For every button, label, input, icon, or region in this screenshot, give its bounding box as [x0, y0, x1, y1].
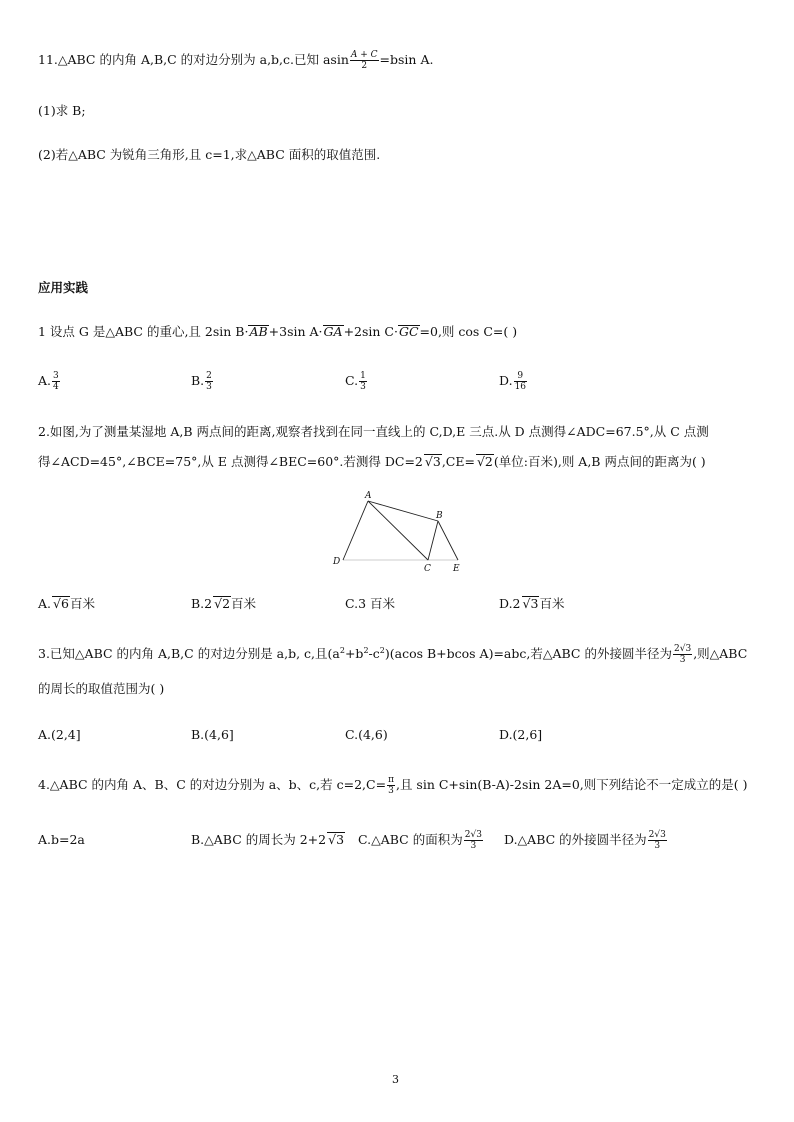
q4-option-b-text: B.△ABC 的周长为 2+2 [191, 832, 327, 847]
q4-fraction [387, 775, 395, 796]
q2-option-c: C.3 百米 [345, 596, 396, 611]
q2-sqrt3-val: 3 [432, 454, 441, 469]
q4-option-d-text: D.△ABC 的外接圆半径为 [504, 832, 647, 847]
q3-sup-a: 2 [339, 646, 345, 655]
q1-option-c-num: 1 [360, 371, 366, 381]
q1-option-d [499, 371, 528, 392]
figure-line-bc [428, 521, 438, 560]
q2-sqrt3: √3 [424, 454, 441, 469]
q4-option-c-text: C.△ABC 的面积为 [358, 832, 463, 847]
q4-option-d [504, 830, 668, 851]
q2-line1: 2.如图,为了测量某湿地 A,B 两点间的距离,观察者找到在同一直线上的 C,D,E 三点.从 D 点测得∠ADC=67.5°,从 C 点测 [38, 424, 709, 439]
q4-option-d-den: 3 [654, 841, 661, 851]
q2-sqrt2-val: 2 [484, 454, 493, 469]
q2-option-b-sqrt: √2 [214, 596, 231, 611]
q11-fraction [350, 50, 379, 71]
q1-option-a-num: 3 [53, 371, 59, 381]
q4-option-b-sqrt: √3 [328, 832, 345, 847]
q3-sup-c: 2 [379, 646, 385, 655]
q2-option-a-sqrt: √6 [53, 596, 69, 611]
q3-line1-c: -c [368, 646, 380, 661]
q2-option-d-sqrt: √3 [522, 596, 539, 611]
q1-option-a-frac [52, 371, 60, 392]
q4-option-a: A.b=2a [38, 832, 85, 847]
q3-option-c: C.(4,6) [345, 727, 388, 742]
q2-option-b-label: B.2 [191, 596, 213, 611]
q1-option-a-den: 4 [53, 382, 59, 392]
q3-line1-a: 3.已知△ABC 的内角 A,B,C 的对边分别是 a,b, c,且(a [38, 646, 340, 661]
q4-option-d-num: 2√3 [648, 830, 666, 840]
figure-label-b: B [436, 511, 443, 521]
q4-option-b [191, 830, 345, 850]
q1-text-3: +2sin C· [343, 324, 398, 339]
figure-label-e: E [453, 564, 460, 574]
q3-line2: 的周长的取值范围为( ) [38, 681, 165, 696]
q2-line2-b: ,CE= [441, 454, 475, 469]
q1-text-4: =0,则 cos C=( ) [419, 324, 518, 339]
section-title: 应用实践 [38, 280, 89, 295]
figure-line-da [343, 501, 368, 560]
q11-stem [38, 50, 433, 71]
q2-option-b-sqrt-val: 2 [222, 596, 231, 611]
q11-part1: (1)求 B; [38, 103, 86, 118]
q1-option-b-frac [205, 371, 213, 392]
q2-option-a-label: A. [38, 596, 52, 611]
q3-option-b: B.(4,6] [191, 727, 234, 742]
page-number: 3 [392, 1073, 399, 1086]
q1-text-2: +3sin A· [268, 324, 323, 339]
q1-option-c-den: 3 [360, 382, 366, 392]
q1-option-b-label: B. [191, 373, 205, 388]
q3-option-d: D.(2,6] [499, 727, 543, 742]
q3-line1-d: )(acos B+bcos A)=abc,若△ABC 的外接圆半径为 [384, 646, 672, 661]
q11-part2: (2)若△ABC 为锐角三角形,且 c=1,求△ABC 面积的取值范围. [38, 147, 381, 162]
q2-option-b [191, 594, 256, 614]
q4-frac-den: 3 [388, 786, 394, 796]
q11-frac-den: 2 [361, 61, 368, 71]
q2-option-d-label: D.2 [499, 596, 521, 611]
q1-vector-ab: AB [249, 324, 268, 339]
figure-label-a: A [365, 491, 372, 501]
q4-option-b-sqrt-val: 3 [336, 832, 345, 847]
q1-stem [38, 322, 517, 342]
q2-option-a [38, 594, 95, 614]
q4-option-c-num-sqrt: 3 [476, 830, 482, 840]
q3-fraction [673, 644, 692, 665]
q3-option-a: A.(2,4] [38, 727, 81, 742]
figure-label-d: D [333, 557, 341, 567]
q2-line2 [38, 452, 706, 472]
q1-option-d-num: 9 [514, 371, 527, 382]
q2-option-a-unit: 百米 [69, 596, 95, 611]
q4-option-c-num: 2√3 [464, 830, 482, 840]
q11-text-a: 11.△ABC 的内角 A,B,C 的对边分别为 a,b,c.已知 asin [38, 52, 349, 67]
q4-option-d-frac [648, 830, 667, 851]
q3-frac-num-sqrt: 3 [685, 644, 692, 654]
q1-option-d-frac [514, 371, 527, 392]
q4-option-c-den: 3 [470, 841, 477, 851]
figure-label-c: C [424, 564, 431, 574]
q2-option-b-unit: 百米 [231, 596, 257, 611]
q4-line1-a: 4.△ABC 的内角 A、B、C 的对边分别为 a、b、c,若 c=2,C= [38, 777, 387, 792]
q2-line2-a: 得∠ACD=45°,∠BCE=75°,从 E 点测得∠BEC=60°.若测得 DC=2 [38, 454, 423, 469]
q4-option-c-frac [464, 830, 483, 851]
q2-figure [330, 488, 470, 574]
q2-option-d-sqrt-val: 3 [530, 596, 539, 611]
q1-option-b-den: 3 [206, 382, 212, 392]
q1-option-c-label: C. [345, 373, 359, 388]
q3-line1-b: +b [344, 646, 364, 661]
q2-sqrt2: √2 [476, 454, 493, 469]
q2-option-d [499, 594, 564, 614]
q11-frac-num: A + C [350, 50, 378, 60]
q1-option-d-den: 16 [514, 382, 527, 392]
q1-option-a [38, 371, 61, 392]
q3-frac-den: 3 [679, 655, 686, 665]
q4-option-c-num-coef: 2 [464, 830, 471, 840]
q1-option-b [191, 371, 214, 392]
figure-line-be [438, 521, 458, 560]
q1-text-1: 1 设点 G 是△ABC 的重心,且 2sin B· [38, 324, 249, 339]
q2-option-a-sqrt-val: 6 [60, 596, 69, 611]
q3-line1 [38, 644, 747, 665]
q3-frac-num-coef: 2 [673, 644, 680, 654]
q3-frac-num: 2√3 [673, 644, 692, 654]
q4-line1-b: ,且 sin C+sin(B-A)-2sin 2A=0,则下列结论不一定成立的是( ) [395, 777, 748, 792]
q4-option-d-num-coef: 2 [648, 830, 655, 840]
q1-option-a-label: A. [38, 373, 52, 388]
q1-vector-ga: GA [323, 324, 343, 339]
q3-sup-b: 2 [363, 646, 369, 655]
q4-line1 [38, 775, 748, 796]
q4-option-c [358, 830, 484, 851]
q2-line2-c: (单位:百米),则 A,B 两点间的距离为( ) [493, 454, 706, 469]
q1-option-c-frac [359, 371, 367, 392]
q1-option-b-num: 2 [206, 371, 212, 381]
q1-option-c [345, 371, 368, 392]
q1-option-d-label: D. [499, 373, 513, 388]
q2-option-d-unit: 百米 [539, 596, 565, 611]
q11-text-b: =bsin A. [379, 52, 434, 67]
q4-frac-num: π [388, 775, 394, 785]
q1-vector-gc: GC [398, 324, 419, 339]
q4-option-d-num-sqrt: 3 [660, 830, 666, 840]
q3-line1-e: ,则△ABC [693, 646, 748, 661]
